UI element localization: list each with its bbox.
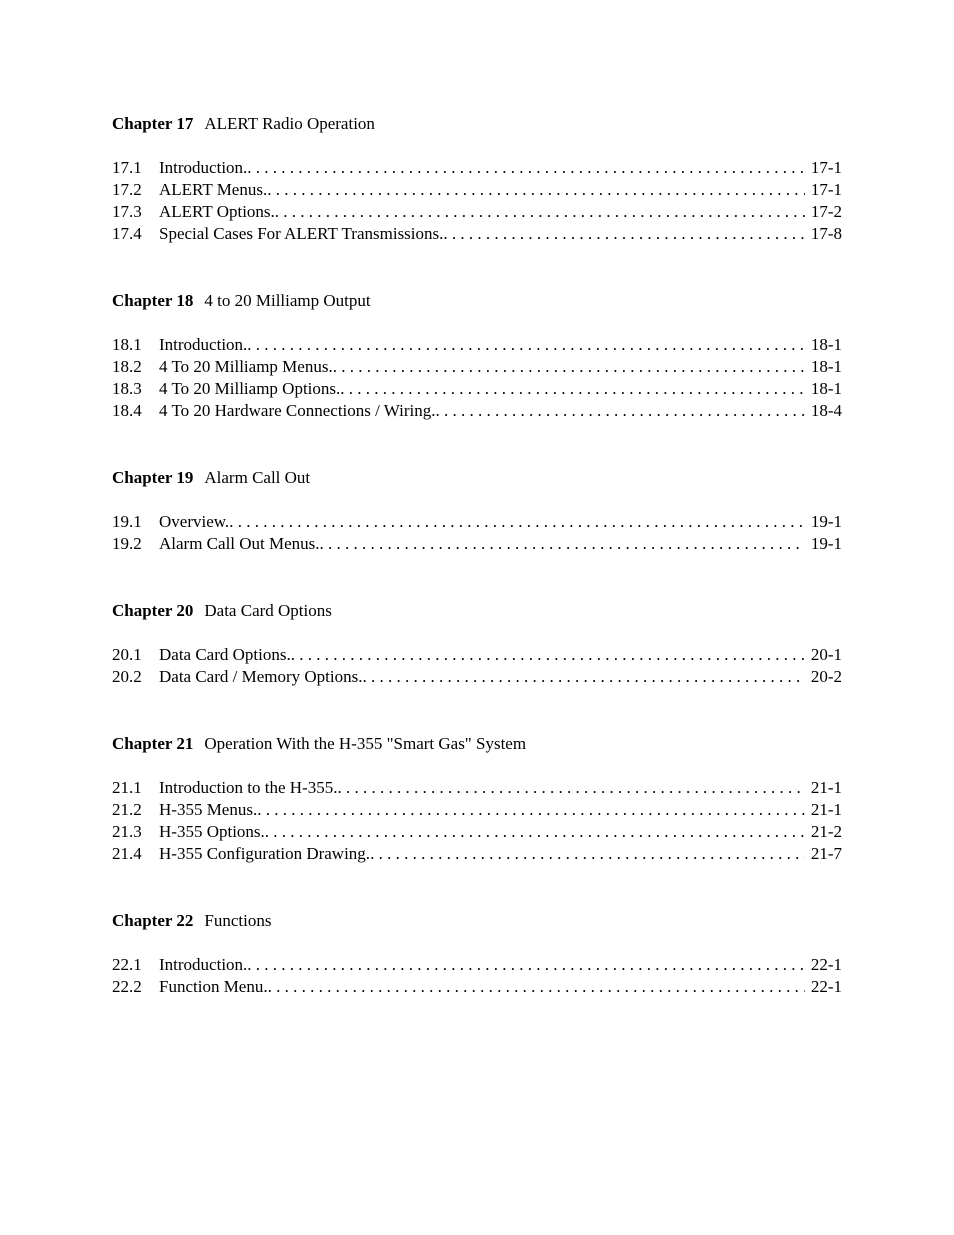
toc-entry[interactable] [112,378,842,400]
toc-leader-dots [265,821,805,843]
chapter-label: Chapter 19 [112,468,194,487]
chapter-entries [112,334,842,422]
toc-entry-title: Special Cases For ALERT Transmissions. [159,224,444,243]
chapter-heading [112,113,842,135]
toc-entry-page: 21-7 [810,844,842,863]
toc-entry[interactable] [112,954,842,976]
toc-entry-number: 21.1 [112,778,142,797]
toc-entry[interactable] [112,157,842,179]
toc-entry-number: 20.2 [112,667,142,686]
toc-leader-dots [363,666,805,688]
toc-entry[interactable] [112,356,842,378]
toc-leader-dots [436,400,805,422]
toc-entry[interactable] [112,821,842,843]
toc-leader-dots [370,843,805,865]
toc-leader-dots [275,201,805,223]
toc-entry-page: 18-1 [810,357,842,376]
toc-entry-number: 17.1 [112,158,142,177]
chapter-title: Operation With the H-355 "Smart Gas" System [204,734,527,753]
toc-leader-dots [320,533,805,555]
toc-entry-title: ALERT Menus. [159,180,268,199]
toc-entry-page: 21-1 [810,778,842,797]
toc-entry-title: Data Card / Memory Options. [159,667,363,686]
toc-entry-number: 18.2 [112,357,142,376]
toc-entry-title: Overview. [159,512,230,531]
toc-leader-dots [229,511,805,533]
chapter-title: Functions [204,911,272,930]
chapter-entries [112,644,842,688]
toc-entry-title: Introduction to the H-355. [159,778,338,797]
chapter-label: Chapter 21 [112,734,194,753]
chapter-entries [112,954,842,998]
toc-leader-dots [340,378,805,400]
toc-entry-title: 4 To 20 Hardware Connections / Wiring. [159,401,436,420]
toc-entry[interactable] [112,334,842,356]
toc-entry-title: Introduction. [159,335,248,354]
toc-entry-page: 17-8 [810,224,842,243]
toc-entry-title: H-355 Configuration Drawing. [159,844,371,863]
toc-entry-title: H-355 Menus. [159,800,258,819]
toc-entry[interactable] [112,976,842,998]
toc-entry-title: Data Card Options. [159,645,291,664]
toc-entry-page: 21-1 [810,800,842,819]
toc-entry-page: 17-1 [810,180,842,199]
toc-entry[interactable] [112,666,842,688]
toc-entry-page: 18-1 [810,335,842,354]
chapter-spacer [112,688,842,733]
toc-entry-number: 18.4 [112,401,142,420]
chapter-heading [112,467,842,489]
toc-entry-number: 19.2 [112,534,142,553]
toc-entry[interactable] [112,843,842,865]
chapter-label: Chapter 17 [112,114,194,133]
toc-leader-dots [267,179,805,201]
toc-entry-title: H-355 Options. [159,822,265,841]
toc-entry-number: 22.1 [112,955,142,974]
toc-leader-dots [268,976,805,998]
chapter-label: Chapter 22 [112,911,194,930]
chapter-title: 4 to 20 Milliamp Output [204,291,371,310]
chapter-section [112,733,842,910]
toc-entry-number: 21.3 [112,822,142,841]
chapter-heading [112,290,842,312]
chapter-spacer [112,422,842,467]
toc-entry-page: 21-2 [810,822,842,841]
toc-leader-dots [443,223,804,245]
toc-entry-page: 22-1 [810,977,842,996]
chapter-spacer [112,998,842,1043]
toc-entry[interactable] [112,223,842,245]
toc-entry-title: Alarm Call Out Menus. [159,534,320,553]
toc-entry-number: 19.1 [112,512,142,531]
chapter-title: Alarm Call Out [204,468,311,487]
chapter-section [112,467,842,600]
toc-entry-number: 17.3 [112,202,142,221]
toc-leader-dots [247,157,805,179]
toc-leader-dots [333,356,805,378]
chapter-heading [112,733,842,755]
toc-entry-page: 17-1 [810,158,842,177]
toc-entry[interactable] [112,179,842,201]
chapter-heading [112,600,842,622]
toc-entry[interactable] [112,533,842,555]
toc-entry-page: 20-2 [810,667,842,686]
toc-leader-dots [257,799,805,821]
toc-leader-dots [337,777,804,799]
chapter-spacer [112,555,842,600]
toc-entry-page: 19-1 [810,534,842,553]
toc-entry-title: Introduction. [159,955,248,974]
toc-entry-title: 4 To 20 Milliamp Menus. [159,357,333,376]
toc-entry-page: 18-4 [810,401,842,420]
toc-entry-page: 17-2 [810,202,842,221]
toc-entry-number: 22.2 [112,977,142,996]
chapter-section [112,910,842,1043]
toc-entry-number: 18.3 [112,379,142,398]
chapter-label: Chapter 18 [112,291,194,310]
toc-entry-title: Function Menu. [159,977,268,996]
toc-entry-page: 22-1 [810,955,842,974]
toc-entry[interactable] [112,400,842,422]
toc-entry[interactable] [112,777,842,799]
chapter-entries [112,511,842,555]
chapter-label: Chapter 20 [112,601,194,620]
toc-entry-number: 21.4 [112,844,142,863]
chapter-spacer [112,245,842,290]
chapter-section [112,113,842,290]
toc-entry-page: 20-1 [810,645,842,664]
chapter-heading [112,910,842,932]
toc-leader-dots [291,644,805,666]
chapter-section [112,600,842,733]
toc-entry[interactable] [112,799,842,821]
toc-entry[interactable] [112,201,842,223]
chapter-entries [112,777,842,865]
toc-entry-title: Introduction. [159,158,248,177]
toc-entry-page: 18-1 [810,379,842,398]
chapter-section [112,290,842,467]
toc-entry-number: 18.1 [112,335,142,354]
toc-entry-page: 19-1 [810,512,842,531]
toc-leader-dots [247,954,805,976]
toc-entry-title: ALERT Options. [159,202,275,221]
chapter-title: ALERT Radio Operation [204,114,375,133]
chapter-entries [112,157,842,245]
toc-leader-dots [247,334,805,356]
toc-entry-number: 17.2 [112,180,142,199]
toc-entry-number: 17.4 [112,224,142,243]
toc-entry[interactable] [112,644,842,666]
toc-entry[interactable] [112,511,842,533]
toc-entry-title: 4 To 20 Milliamp Options. [159,379,341,398]
chapter-spacer [112,865,842,910]
chapter-title: Data Card Options [204,601,332,620]
toc-entry-number: 21.2 [112,800,142,819]
toc-entry-number: 20.1 [112,645,142,664]
table-of-contents [112,113,842,1043]
